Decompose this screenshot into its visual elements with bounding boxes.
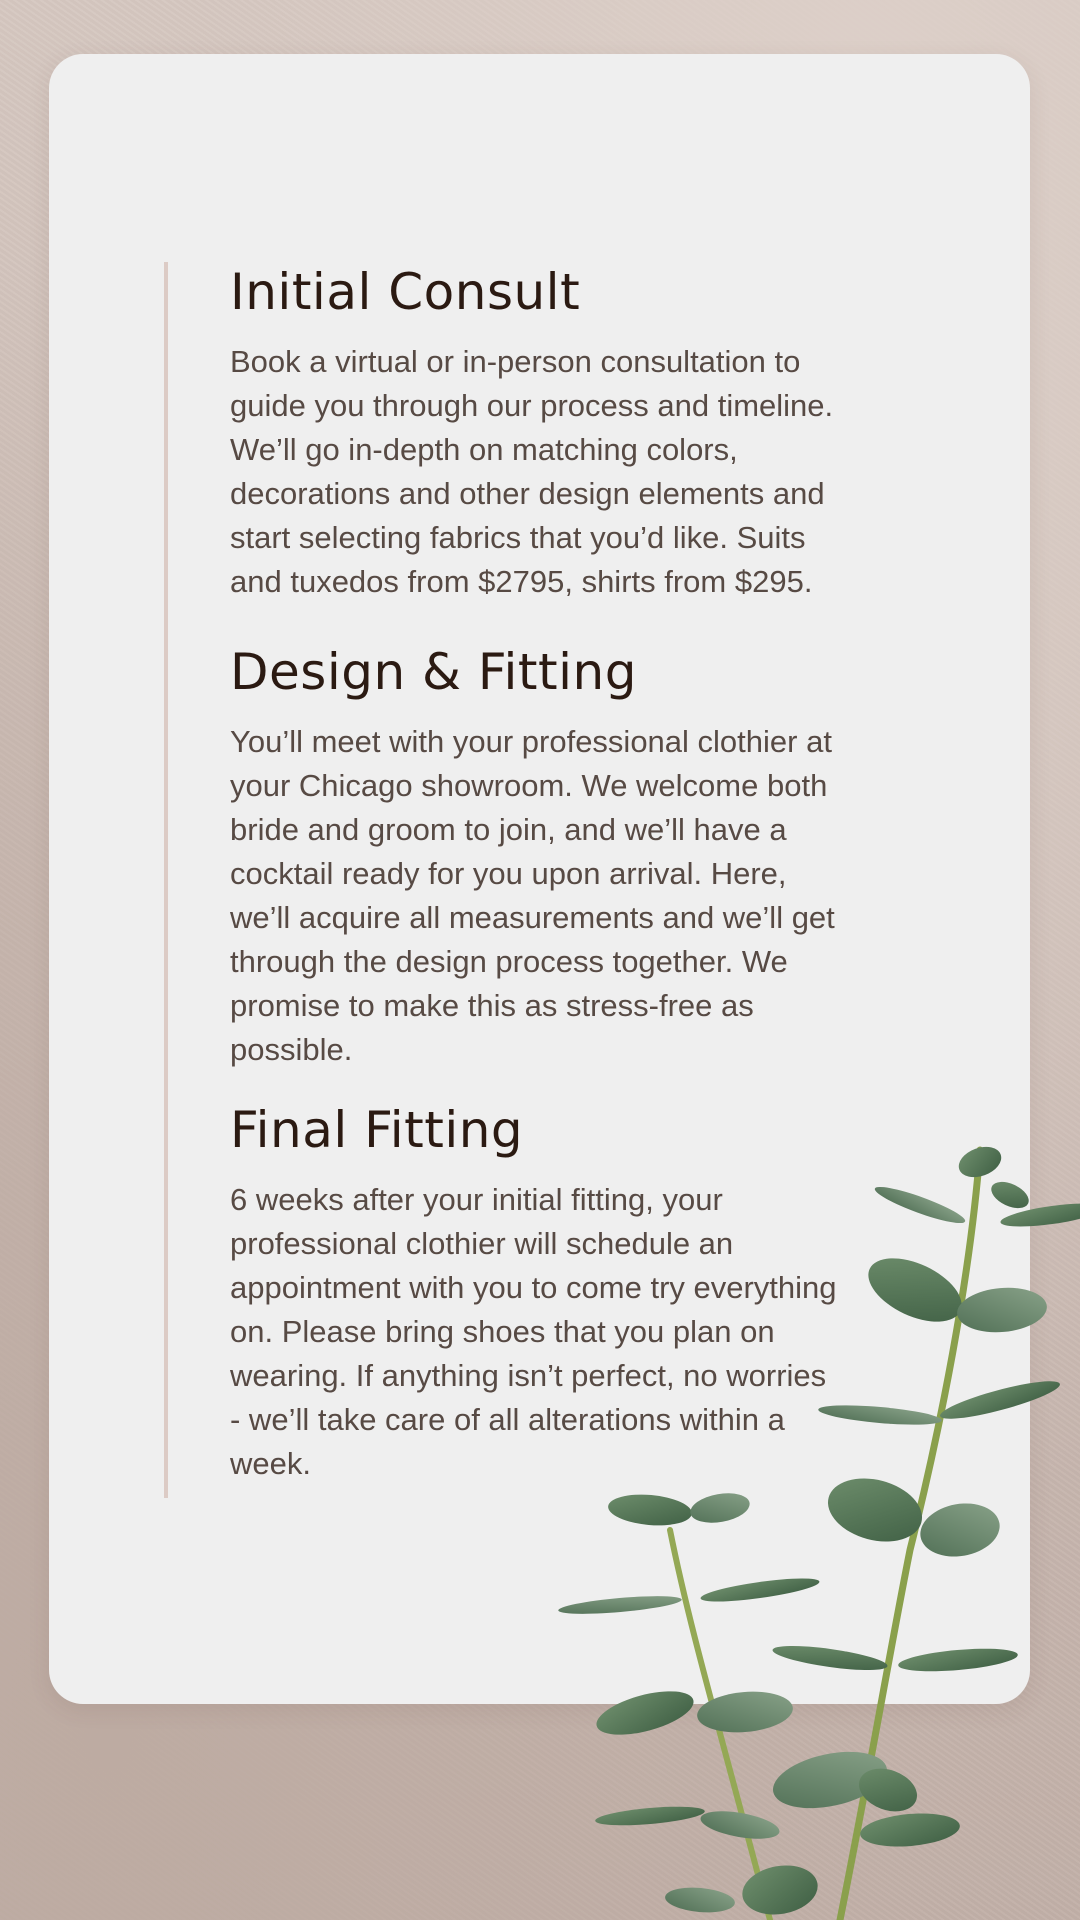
timeline-line (164, 262, 168, 1498)
section-title: Initial Consult (230, 263, 581, 321)
section-design-fitting (230, 638, 840, 1072)
section-body: 6 weeks after your initial fitting, your professional clothier will schedule an appointment with you to come try everything on. Please bring shoes that you plan on wearing. If anything isn’t perfect, no worries - we’ll take care of all alterations within a week. (230, 1182, 837, 1481)
section-body: You’ll meet with your professional clothier at your Chicago showroom. We welcome both bride and groom to join, and we’ll have a cocktail ready for you upon arrival. Here, we’ll acquire all measurements and we’ll get through the design process together. We promise to make this as stress-free as possible. (230, 724, 835, 1067)
section-initial-consult (230, 258, 840, 604)
section-title: Design & Fitting (230, 643, 637, 701)
eucalyptus-plant-icon (540, 1130, 1080, 1920)
section-body: Book a virtual or in-person consultation to guide you through our process and timeline. We’ll go in-depth on matching colors, decorations and other design elements and start selecting fabrics that you’d like. Suits and tuxedos from $2795, shirts from $295. (230, 344, 834, 599)
section-title: Final Fitting (230, 1101, 524, 1159)
